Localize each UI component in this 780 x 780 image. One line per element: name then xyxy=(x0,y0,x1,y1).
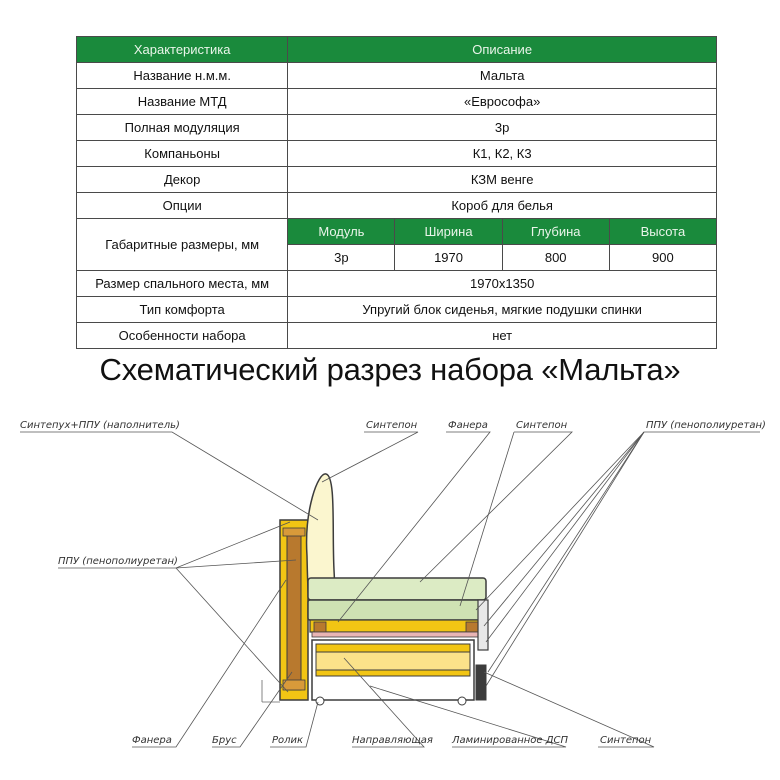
row-label: Тип комфорта xyxy=(77,297,288,323)
row-label: Опции xyxy=(77,193,288,219)
table-header-row xyxy=(77,37,717,63)
leader-sintepon-top2b xyxy=(460,432,514,606)
label-sinteputh-ppu: Синтепух+ППУ (наполнитель) xyxy=(20,420,180,431)
leader-ppu-right-3 xyxy=(486,432,644,642)
label-ppu-right: ППУ (пенополиуретан) xyxy=(646,420,766,431)
table-row xyxy=(77,297,717,323)
armrest-bottom-block xyxy=(283,680,305,690)
row-value: Упругий блок сиденья, мягкие подушки спинки xyxy=(288,297,717,323)
guide-rail-upper xyxy=(316,644,470,652)
row-label: Компаньоны xyxy=(77,141,288,167)
sofa-drawing xyxy=(262,474,488,705)
leader-sintepon-top1 xyxy=(322,432,418,482)
label-sintepon-top2: Синтепон xyxy=(516,420,568,431)
leader-sintepon-top2 xyxy=(420,432,572,582)
dimensions-header-width: Ширина xyxy=(395,219,502,245)
label-sintepon-bottom: Синтепон xyxy=(600,735,652,746)
scheme-title: Схематический разрез набора «Мальта» xyxy=(99,352,681,387)
dimensions-value-module: 3р xyxy=(288,245,395,271)
row-value: нет xyxy=(288,323,717,349)
header-characteristic: Характеристика xyxy=(77,37,288,63)
table-row xyxy=(77,271,717,297)
guide-rail xyxy=(316,652,470,670)
seat-frame-bar-left xyxy=(314,622,326,632)
header-description: Описание xyxy=(288,37,717,63)
seat-frame-bar-right xyxy=(466,622,478,632)
row-label: Название МТД xyxy=(77,89,288,115)
row-label: Название н.м.м. xyxy=(77,63,288,89)
leader-ppu-right-4 xyxy=(488,432,644,672)
axis-mark xyxy=(262,680,280,702)
row-value: Мальта xyxy=(288,63,717,89)
row-value: 1970х1350 xyxy=(288,271,717,297)
label-rolik: Ролик xyxy=(272,735,304,746)
row-label: Размер спального места, мм xyxy=(77,271,288,297)
table-row xyxy=(77,323,717,349)
dimensions-header-row xyxy=(77,219,717,245)
row-value: «Еврософа» xyxy=(288,89,717,115)
table-row xyxy=(77,63,717,89)
leader-ppu-right-1 xyxy=(476,432,644,610)
label-ppu-left: ППУ (пенополиуретан) xyxy=(58,556,178,567)
label-fanera-top: Фанера xyxy=(448,420,488,431)
leader-ppu-left-3 xyxy=(176,568,288,692)
row-value: Короб для белья xyxy=(288,193,717,219)
dimensions-header-height: Высота xyxy=(609,219,716,245)
seat-plywood-board xyxy=(310,620,482,632)
label-brus: Брус xyxy=(212,735,237,746)
row-label: Декор xyxy=(77,167,288,193)
seat-foam-layer xyxy=(308,600,486,620)
leader-ppu-left-2 xyxy=(176,560,296,568)
row-value: 3р xyxy=(288,115,717,141)
table-row xyxy=(77,167,717,193)
armrest-bar xyxy=(287,530,301,690)
leader-ppu-right-5 xyxy=(486,432,644,686)
dimensions-value-height: 900 xyxy=(609,245,716,271)
guide-rail-lower xyxy=(316,670,470,676)
seat-lining xyxy=(312,632,480,637)
leader-sinteputh xyxy=(20,432,318,520)
front-bottom-bar xyxy=(476,665,486,700)
leader-ppu-right-2 xyxy=(484,432,644,626)
sofa-cross-section-diagram xyxy=(0,410,780,780)
label-sintepon-top1: Синтепон xyxy=(366,420,418,431)
dimensions-header-depth: Глубина xyxy=(502,219,609,245)
front-panel xyxy=(478,600,488,650)
row-label: Полная модуляция xyxy=(77,115,288,141)
label-napravlyayushaya: Направляющая xyxy=(352,735,433,746)
row-value: К1, К2, К3 xyxy=(288,141,717,167)
roller-right xyxy=(458,697,466,705)
table-row xyxy=(77,89,717,115)
dimensions-value-width: 1970 xyxy=(395,245,502,271)
label-ldsp: Ламинированное ДСП xyxy=(452,735,569,746)
table-row xyxy=(77,115,717,141)
table-row xyxy=(77,141,717,167)
row-value: КЗМ венге xyxy=(288,167,717,193)
dimensions-header-module: Модуль xyxy=(288,219,395,245)
row-label: Особенности набора xyxy=(77,323,288,349)
table-row xyxy=(77,193,717,219)
label-fanera-bottom: Фанера xyxy=(132,735,172,746)
specifications-table xyxy=(76,36,717,349)
seat-sintepon-layer xyxy=(308,578,486,600)
armrest-top-block xyxy=(283,528,305,536)
dimensions-value-depth: 800 xyxy=(502,245,609,271)
dimensions-label: Габаритные размеры, мм xyxy=(77,219,288,271)
